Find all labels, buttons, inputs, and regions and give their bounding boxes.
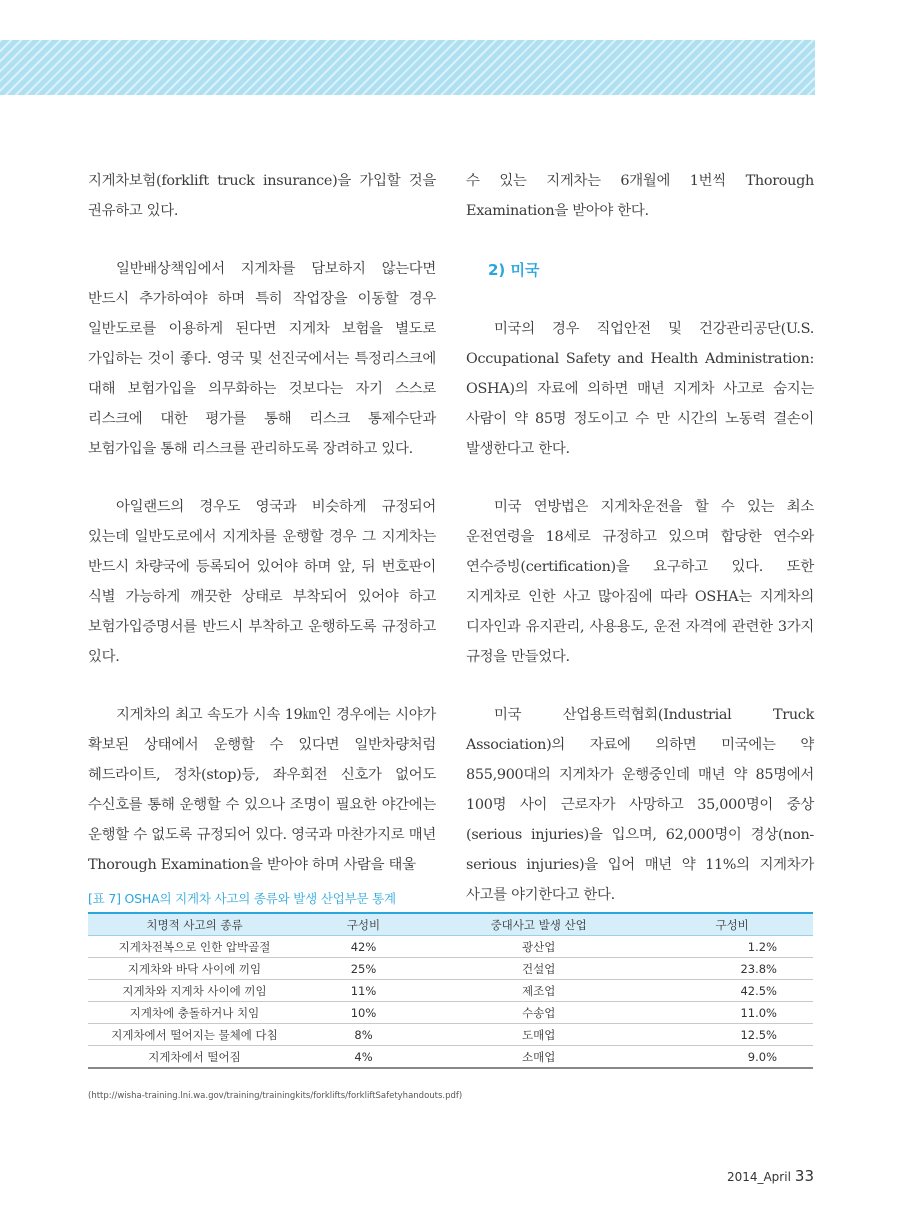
table-cell: 23.8% xyxy=(651,958,813,980)
table-row xyxy=(88,958,813,980)
table-cell: 지게차전복으로 인한 압박골절 xyxy=(88,936,301,958)
paragraph: 아일랜드의 경우도 영국과 비슷하게 규정되어 있는데 일반도로에서 지게차를 운행할 경우 그 지게차는 반드시 차량국에 등록되어 있어야 하며 앞, 뒤 번호판이 식별 가능하게 깨끗한 상태로 부착되어 있어야 하고 보험가입증명서를 반드시 부착하고 운행하도록 규정하고 있다. xyxy=(88,499,436,665)
table-cell: 지게차에서 떨어지는 물체에 다침 xyxy=(88,1024,301,1046)
issue-label: 2014_April xyxy=(726,1170,791,1184)
paragraph: 지게차의 최고 속도가 시속 19㎞인 경우에는 시야가 확보된 상태에서 운행할 수 있다면 일반차량처럼 헤드라이트, 정차(stop)등, 좌우회전 신호가 없어도 수신호를 통해 운행할 수 있으나 조명이 필요한 야간에는 운행할 수 없도록 규정되어 있다. 영국과 마찬가지로 매년 Thorough Examination을 받아야 하며 사람을 태울 xyxy=(88,707,436,873)
table-source-citation: (http://wisha-training.lni.wa.gov/training/trainingkits/forklifts/forkliftSafetyhandouts.pdf) xyxy=(88,1091,463,1101)
table-cell: 8% xyxy=(301,1024,426,1046)
page-footer xyxy=(727,1166,814,1185)
table-cell: 10% xyxy=(301,1002,426,1024)
table-cell: 4% xyxy=(354,1049,373,1064)
paragraph: 지게차보험(forklift truck insurance)을 가입할 것을 권유하고 있다. xyxy=(88,173,436,219)
table-cell: 지게차와 바닥 사이에 끼임 xyxy=(88,958,301,980)
table-cell: 지게차에 충돌하거나 치임 xyxy=(88,1002,301,1024)
table-cell: 42.5% xyxy=(651,980,813,1002)
table-row xyxy=(88,1024,813,1046)
right-column xyxy=(466,166,814,910)
table-cell: 지게차에서 떨어짐 xyxy=(148,1049,241,1064)
table-cell: 11.0% xyxy=(651,1002,813,1024)
left-column xyxy=(88,166,436,880)
paragraph: 일반배상책임에서 지게차를 담보하지 않는다면 반드시 추가하여야 하며 특히 작업장을 이동할 경우 일반도로를 이용하게 된다면 지게차 보험을 별도로 가입하는 것이 좋다. 영국 및 선진국에서는 특정리스크에 대해 보험가입을 의무화하는 것보다는 자기 스스로 리스크에 대한 평가를 통해 리스크 통제수단과 보험가입을 통해 리스크를 관리하도록 장려하고 있다. xyxy=(88,261,436,457)
paragraph: 미국 연방법은 지게차운전을 할 수 있는 최소 운전연령을 18세로 규정하고 있으며 합당한 연수와 연수증빙(certification)을 요구하고 있다. 또한 지게차로 인한 사고 많아짐에 따라 OSHA는 지게차의 디자인과 유지관리, 사용용도, 운전 자격에 관련한 3가지 규정을 만들었다. xyxy=(466,499,814,665)
column-header: 구성비 xyxy=(651,913,813,936)
table-cell: 25% xyxy=(301,958,426,980)
paragraph: 미국의 경우 직업안전 및 건강관리공단(U.S. Occupational Safety and Health Administration: OSHA)의 자료에 의하면 매년 지게차 사고로 숨지는 사람이 약 85명 정도이고 수 만 시간의 노동력 결손이 발생한다고 한다. xyxy=(466,321,814,457)
column-header: 중대사고 발생 산업 xyxy=(426,913,651,936)
table-title: [표 7] OSHA의 지게차 사고의 종류와 발생 산업부문 통계 xyxy=(88,891,396,906)
column-header: 구성비 xyxy=(301,913,426,936)
table-cell: 제조업 xyxy=(426,980,651,1002)
section-heading: 2) 미국 xyxy=(488,261,540,279)
statistics-table xyxy=(88,912,813,1069)
table-cell: 지게차와 지게차 사이에 끼임 xyxy=(88,980,301,1002)
table-cell: 도매업 xyxy=(426,1024,651,1046)
table-row xyxy=(88,1046,813,1069)
table-cell: 11% xyxy=(301,980,426,1002)
paragraph: 미국 산업용트럭협회(Industrial Truck Association)의 자료에 의하면 미국에는 약 855,900대의 지게차가 운행중인데 매년 약 85명에서 100명 사이 근로자가 사망하고 35,000명이 중상(serious injuries)을 입으며, 62,000명이 경상(non-serious injuries)을 입어 매년 약 11%의 지게차가 사고를 야기한다고 한다. xyxy=(466,707,814,903)
table-cell: 1.2% xyxy=(651,936,813,958)
column-header: 치명적 사고의 종류 xyxy=(88,913,301,936)
table-cell: 광산업 xyxy=(426,936,651,958)
paragraph: 수 있는 지게차는 6개월에 1번씩 Thorough Examination을 받아야 한다. xyxy=(466,173,814,219)
table-cell: 소매업 xyxy=(521,1049,556,1064)
table-cell: 42% xyxy=(301,936,426,958)
table-row xyxy=(88,936,813,958)
table-cell: 12.5% xyxy=(651,1024,813,1046)
table-cell: 9.0% xyxy=(747,1049,777,1064)
table-header-row xyxy=(88,913,813,936)
page-number: 33 xyxy=(794,1167,814,1185)
table-row xyxy=(88,1002,813,1024)
header-band xyxy=(0,40,815,95)
table-cell: 수송업 xyxy=(426,1002,651,1024)
table-row xyxy=(88,980,813,1002)
table-cell: 건설업 xyxy=(426,958,651,980)
